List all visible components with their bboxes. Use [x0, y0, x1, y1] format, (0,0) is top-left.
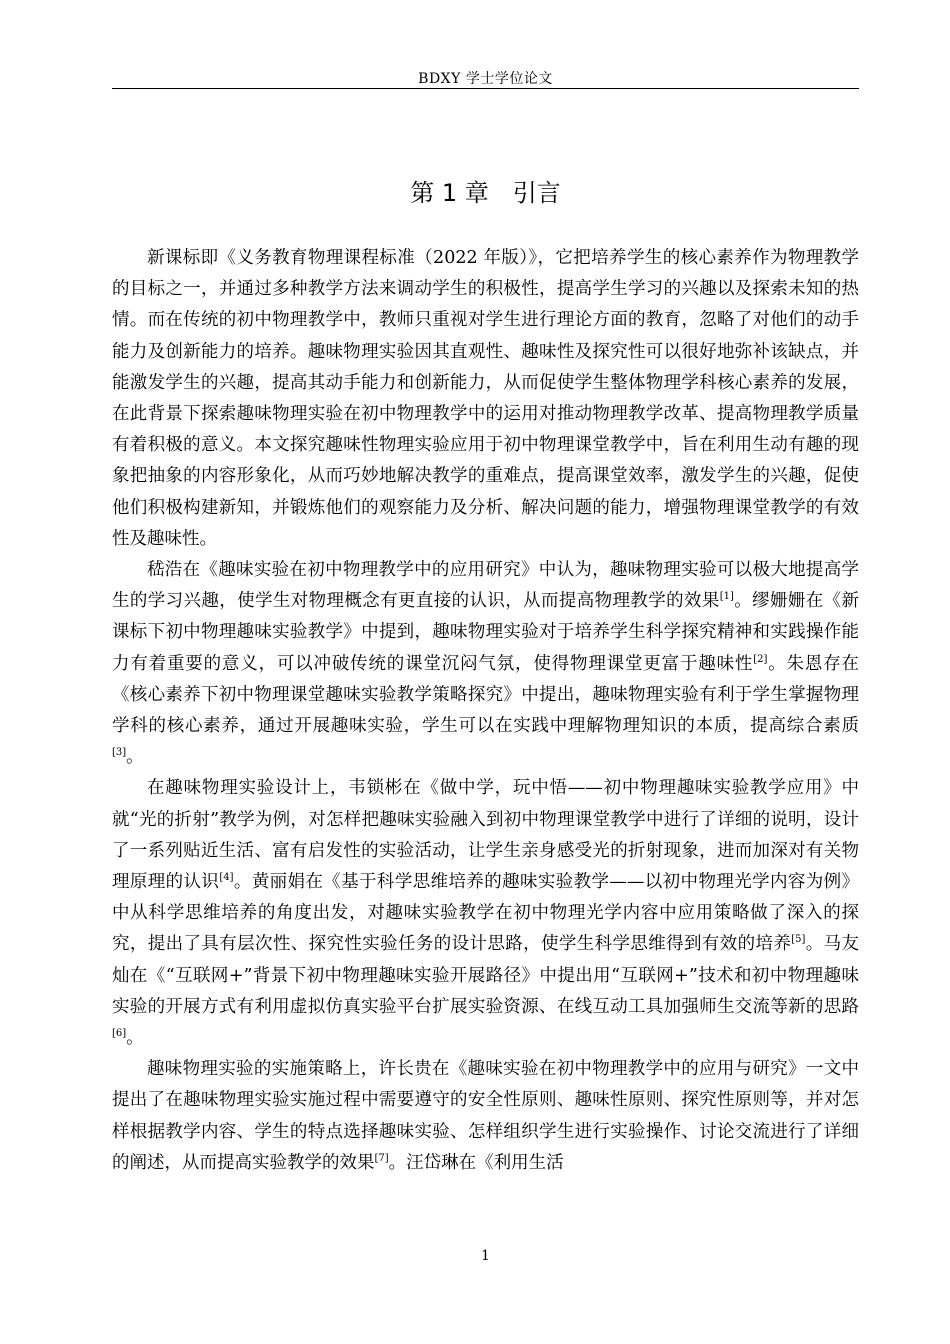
paragraph-text: 。缪姗姗在《新课标下初中物理趣味实验教学》中提到，趣味物理实验对于培养学生科学探究精神和实践操作能力有着重要的意义，可以冲破传统的课堂沉闷气氛，使得物理课堂更富于趣味性 [112, 591, 860, 674]
citation-ref: [3] [112, 747, 127, 759]
citation-ref: [4] [219, 872, 234, 884]
running-header: BDXY 学士学位论文 [418, 71, 553, 87]
paragraph-text: 。黄丽娟在《基于科学思维培养的趣味实验教学——以初中物理光学内容为例》中从科学思维培养的角度出发，对趣味实验教学在初中物理光学内容中应用策略做了深入的探究，提出了具有层次性、探究性实验任务的设计思路，使学生科学思维得到有效的培养 [112, 872, 860, 955]
citation-ref: [1] [719, 591, 734, 603]
paragraph-text: 。马友灿在《“互联网+”背景下初中物理趣味实验开展路径》中提出用“互联网+”技术和初中物理趣味实验的开展方式有利用虚拟仿真实验平台扩展实验资源、在线互动工具加强师生交流等新的思路 [112, 934, 860, 1017]
paragraph [112, 555, 859, 773]
paragraph [112, 1054, 859, 1179]
body-text [112, 243, 859, 1179]
citation-ref: [6] [112, 1028, 127, 1040]
paragraph-text: 趣味物理实验的实施策略上，许长贵在《趣味实验在初中物理教学中的应用与研究》一文中提出了在趣味物理实验实施过程中需要遵守的安全性原则、趣味性原则、探究性原则等，并对怎样根据教学内容、学生的特点选择趣味实验、怎样组织学生进行实验操作、讨论交流进行了详细的阐述，从而提高实验教学的效果 [112, 1059, 859, 1173]
citation-ref: [7] [374, 1152, 389, 1164]
citation-ref: [5] [791, 934, 806, 946]
paragraph-text: 。朱恩存在《核心素养下初中物理课堂趣味实验教学策略探究》中提出，趣味物理实验有利于学生掌握物理学科的核心素养，通过开展趣味实验，学生可以在实践中理解物理知识的本质，提高综合素质 [112, 653, 860, 737]
paragraph-text: 。汪岱琳在《利用生活 [388, 1152, 564, 1173]
paragraph-text: 。 [126, 747, 144, 768]
paragraph-text: 新课标即《义务教育物理课程标准（2022 年版）》，它把培养学生的核心素养作为物理教学的目标之一，并通过多种教学方法来调动学生的积极性，提高学生学习的兴趣以及探索未知的热情。而在传统的初中物理教学中，教师只重视对学生进行理论方面的教育，忽略了对他们的动手能力及创新能力的培养。趣味物理实验因其直观性、趣味性及探究性可以很好地弥补该缺点，并能激发学生的兴趣，提高其动手能力和创新能力，从而促使学生整体物理学科核心素养的发展，在此背景下探索趣味物理实验在初中物理教学中的运用对推动物理教学改革、提高物理教学质量有着积极的意义。本文探究趣味性物理实验应用于初中物理课堂教学中，旨在利用生动有趣的现象把抽象的内容形象化，从而巧妙地解决教学的重难点，提高课堂效率，激发学生的兴趣，促使他们积极构建新知，并锻炼他们的观察能力及分析、解决问题的能力，增强物理课堂教学的有效性及趣味性。 [112, 248, 859, 549]
page-number: 1 [481, 1248, 490, 1264]
paragraph-text: 。 [126, 1028, 144, 1049]
chapter-title: 第 1 章 引言 [410, 179, 561, 207]
citation-ref: [2] [753, 653, 768, 665]
paragraph-text: 在趣味物理实验设计上，韦锁彬在《做中学，玩中悟——初中物理趣味实验教学应用》中就“光的折射”教学为例，对怎样把趣味实验融入到初中物理课堂教学中进行了详细的说明，设计了一系列贴近生活、富有启发性的实验活动，让学生亲身感受光的折射现象，进而加深对有关物理原理的认识 [112, 778, 859, 893]
paragraph [112, 773, 859, 1054]
header-rule [112, 88, 859, 89]
paragraph-text: 嵇浩在《趣味实验在初中物理教学中的应用研究》中认为，趣味物理实验可以极大地提高学生的学习兴趣，使学生对物理概念有更直接的认识，从而提高物理教学的效果 [112, 560, 859, 612]
paragraph [112, 243, 859, 555]
